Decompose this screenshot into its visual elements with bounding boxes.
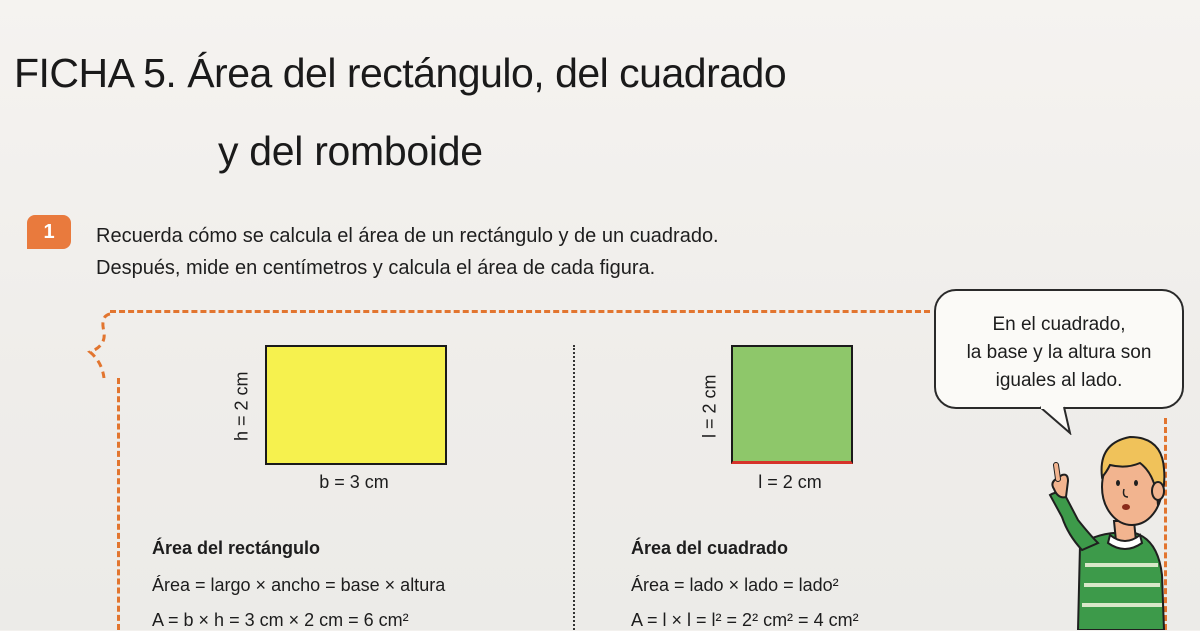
page-title-line2: y del romboide [218,128,483,174]
speech-bubble-line1: En el cuadrado, [992,314,1126,335]
page-title-line1: FICHA 5. Área del rectángulo, del cuadrado [14,50,787,96]
instruction-line2: Después, mide en centímetros y calcula el área de cada figura. [96,257,656,279]
square-formula-general: Área = lado × lado = lado² [631,575,839,595]
square-side-label-vertical: l = 2 cm [699,374,720,438]
square-formula-computed: A = l × l = l² = 2² cm² = 4 cm² [631,610,859,630]
rectangle-height-label: h = 2 cm [231,371,252,441]
dashed-border-top [110,310,930,313]
square-side-label-bottom: l = 2 cm [758,472,822,492]
rectangle-formula-general: Área = largo × ancho = base × altura [152,575,446,595]
dashed-border-curve [82,312,122,382]
dashed-border-left [117,378,120,630]
instruction-line1: Recuerda cómo se calcula el área de un rectángulo y de un cuadrado. [96,225,719,247]
rectangle-formula-computed: A = b × h = 3 cm × 2 cm = 6 cm² [152,610,409,630]
exercise-number-badge: 1 [27,215,71,249]
column-divider [573,345,575,630]
rectangle-base-label: b = 3 cm [319,472,389,492]
square-section-title: Área del cuadrado [631,538,789,558]
square-figure [731,345,853,464]
rectangle-section-title: Área del rectángulo [152,538,321,558]
speech-bubble-line2: la base y la altura son [966,342,1152,363]
speech-bubble-line3: iguales al lado. [995,370,1123,391]
boy-illustration [1040,425,1170,630]
rectangle-figure [265,345,447,465]
